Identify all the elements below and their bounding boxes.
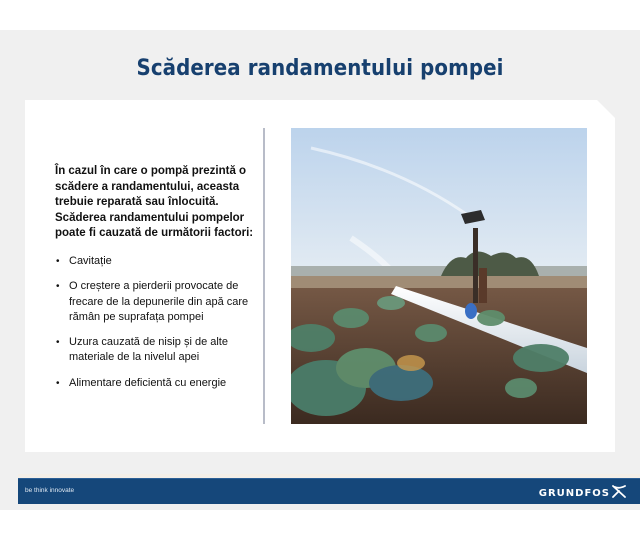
intro-paragraph: În cazul în care o pompă prezintă o scădere a randamentului, aceasta trebuie reparată sau înlocuită. Scăderea randamentului pompelor poate fi cauzată de următorii factori: (55, 165, 254, 240)
bullet-item (55, 335, 260, 366)
bullet-item (55, 376, 260, 391)
slide-title: Scăderea randamentului pompei (136, 56, 504, 81)
grundfos-logo (539, 485, 626, 501)
text-content (55, 164, 260, 401)
bullet-text: Alimentare deficientă cu energie (69, 376, 227, 389)
footer-tagline: be think innovate (25, 487, 75, 494)
bullet-icon: • (56, 337, 60, 349)
footer-bar (18, 478, 640, 504)
irrigation-photo (291, 128, 587, 424)
bullet-list (55, 254, 260, 391)
bullet-text: Cavitație (69, 254, 112, 267)
bullet-icon: • (56, 281, 60, 293)
brand-name: GRUNDFOS (538, 487, 610, 499)
bullet-item (55, 279, 260, 325)
bullet-icon: • (56, 377, 60, 389)
bullet-text: Uzura cauzată de nisip și de alte materiale de la nivelul apei (69, 336, 228, 364)
vertical-divider (263, 128, 265, 424)
grundfos-x-icon (612, 485, 626, 501)
irrigation-photo-illustration (291, 128, 587, 424)
bullet-item (55, 254, 260, 269)
bullet-icon: • (56, 255, 60, 267)
bullet-text: O creștere a pierderii provocate de frecare de la depunerile din apă care rămân pe suprafața pompei (69, 280, 249, 323)
